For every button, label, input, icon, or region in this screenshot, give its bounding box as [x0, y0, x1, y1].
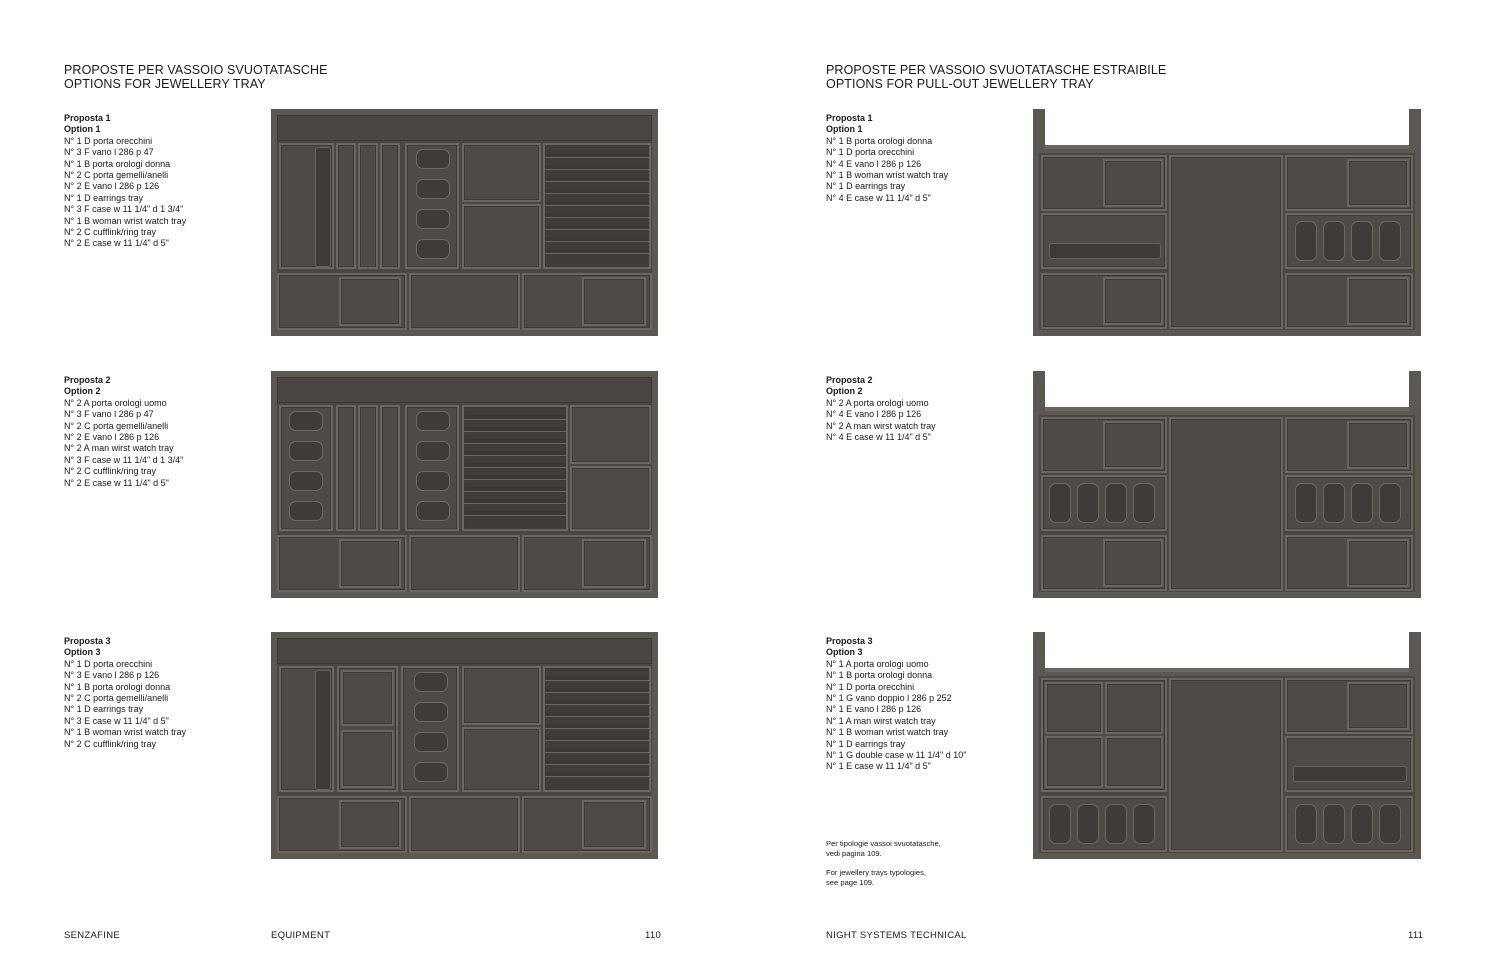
option-line: N° 2 A man wirst watch tray — [64, 443, 174, 454]
footer-section-right: NIGHT SYSTEMS TECHNICAL — [826, 930, 967, 941]
option-line: N° 1 G double case w 11 1/4" d 10" — [826, 750, 967, 761]
option-line: N° 1 B porta orologi donna — [826, 135, 933, 146]
option-title-en: Option 2 — [64, 386, 101, 397]
option-line: N° 1 D porta orecchini — [64, 658, 153, 669]
option-line: N° 4 E vano l 286 p 126 — [826, 158, 922, 169]
jewellery-tray-image-option-1 — [271, 109, 658, 336]
right-header-it: PROPOSTE PER VASSOIO SVUOTATASCHE ESTRAIBILE — [826, 63, 1167, 77]
option-title-en: Option 1 — [64, 124, 101, 135]
option-title-en: Option 3 — [64, 647, 101, 658]
option-title-it: Proposta 1 — [826, 113, 873, 123]
option-line: N° 2 C cufflink/ring tray — [64, 738, 156, 749]
option-line: N° 4 E vano l 286 p 126 — [826, 409, 922, 420]
option-line: N° 3 F case w 11 1/4" d 1 3/4" — [64, 204, 184, 215]
option-line: N° 1 A porta orologi uomo — [826, 658, 929, 669]
right-page-header — [826, 63, 1166, 91]
option-line: N° 1 A man wirst watch tray — [826, 715, 936, 726]
see-page-note — [826, 839, 941, 887]
option-line: N° 1 D earrings tray — [64, 192, 144, 203]
pullout-tray-image-option-3 — [1033, 632, 1421, 859]
option-line: N° 2 C cufflink/ring tray — [64, 227, 156, 238]
option-line: N° 3 F case w 11 1/4" d 1 3/4" — [64, 454, 184, 465]
option-line: N° 1 D porta orecchini — [826, 147, 915, 158]
right-option-3-text — [826, 636, 966, 773]
option-line: N° 1 B porta orologi donna — [64, 158, 171, 169]
footer-section-left: EQUIPMENT — [271, 930, 331, 941]
option-line: N° 3 E vano l 286 p 126 — [64, 670, 160, 681]
left-option-3-text — [64, 636, 186, 750]
option-line: N° 1 B woman wrist watch tray — [826, 170, 949, 181]
option-line: N° 1 E case w 11 1/4" d 5" — [826, 761, 931, 772]
right-header-en: OPTIONS FOR PULL-OUT JEWELLERY TRAY — [826, 77, 1094, 91]
option-title-it: Proposta 2 — [826, 375, 873, 385]
option-line: N° 4 E case w 11 1/4" d 5" — [826, 432, 931, 443]
option-title-it: Proposta 1 — [64, 113, 111, 123]
right-option-1-text — [826, 113, 948, 204]
option-line: N° 2 E case w 11 1/4" d 5" — [64, 477, 169, 488]
option-line: N° 1 B woman wrist watch tray — [826, 727, 949, 738]
option-line: N° 2 C porta gemelli/anelli — [64, 420, 169, 431]
option-line: N° 3 F vano l 286 p 47 — [64, 147, 154, 158]
option-line: N° 2 A man wirst watch tray — [826, 420, 936, 431]
note-en-line: For jewellery trays typologies, — [826, 868, 927, 878]
option-line: N° 2 E case w 11 1/4" d 5" — [64, 238, 169, 249]
option-line: N° 1 G vano doppio l 286 p 252 — [826, 693, 952, 704]
right-option-2-text — [826, 375, 936, 443]
option-line: N° 2 C porta gemelli/anelli — [64, 693, 169, 704]
left-page-header — [64, 63, 328, 91]
left-option-2-text — [64, 375, 183, 489]
pullout-tray-image-option-2 — [1033, 371, 1421, 598]
option-line: N° 2 C porta gemelli/anelli — [64, 170, 169, 181]
option-line: N° 1 D porta orecchini — [64, 135, 153, 146]
option-line: N° 1 B woman wrist watch tray — [64, 215, 187, 226]
option-title-it: Proposta 2 — [64, 375, 111, 385]
option-line: N° 1 D earrings tray — [64, 704, 144, 715]
option-line: N° 2 C cufflink/ring tray — [64, 466, 156, 477]
option-title-en: Option 2 — [826, 386, 863, 397]
note-en-line: see page 109. — [826, 877, 875, 887]
option-line: N° 1 D earrings tray — [826, 181, 906, 192]
option-line: N° 4 E case w 11 1/4" d 5" — [826, 192, 931, 203]
option-line: N° 1 B porta orologi donna — [64, 681, 171, 692]
option-line: N° 1 B woman wrist watch tray — [64, 727, 187, 738]
left-option-1-text — [64, 113, 186, 250]
pullout-tray-image-option-1 — [1033, 109, 1421, 336]
option-line: N° 1 D porta orecchini — [826, 681, 915, 692]
footer-brand: SENZAFINE — [64, 930, 121, 941]
option-line: N° 2 A porta orologi uomo — [826, 397, 929, 408]
option-line: N° 1 B porta orologi donna — [826, 670, 933, 681]
option-line: N° 2 E vano l 286 p 126 — [64, 432, 160, 443]
option-title-en: Option 1 — [826, 124, 863, 135]
jewellery-tray-image-option-2 — [271, 371, 658, 598]
note-it-line: Per tipologie vassoi svuotatasche, — [826, 839, 941, 848]
page-number-left: 110 — [645, 930, 662, 941]
option-line: N° 3 F vano l 286 p 47 — [64, 409, 154, 420]
option-title-it: Proposta 3 — [826, 636, 873, 646]
option-title-it: Proposta 3 — [64, 636, 111, 646]
option-line: N° 2 A porta orologi uomo — [64, 397, 167, 408]
option-line: N° 2 E vano l 286 p 126 — [64, 181, 160, 192]
option-line: N° 3 E case w 11 1/4" d 5" — [64, 715, 169, 726]
left-header-it: PROPOSTE PER VASSOIO SVUOTATASCHE — [64, 63, 328, 77]
jewellery-tray-image-option-3 — [271, 632, 658, 859]
option-line: N° 1 E vano l 286 p 126 — [826, 704, 922, 715]
option-title-en: Option 3 — [826, 647, 863, 658]
note-it-line: vedi pagina 109. — [826, 848, 882, 858]
page-number-right: 111 — [1408, 930, 1424, 941]
option-line: N° 1 D earrings tray — [826, 738, 906, 749]
left-header-en: OPTIONS FOR JEWELLERY TRAY — [64, 77, 266, 91]
